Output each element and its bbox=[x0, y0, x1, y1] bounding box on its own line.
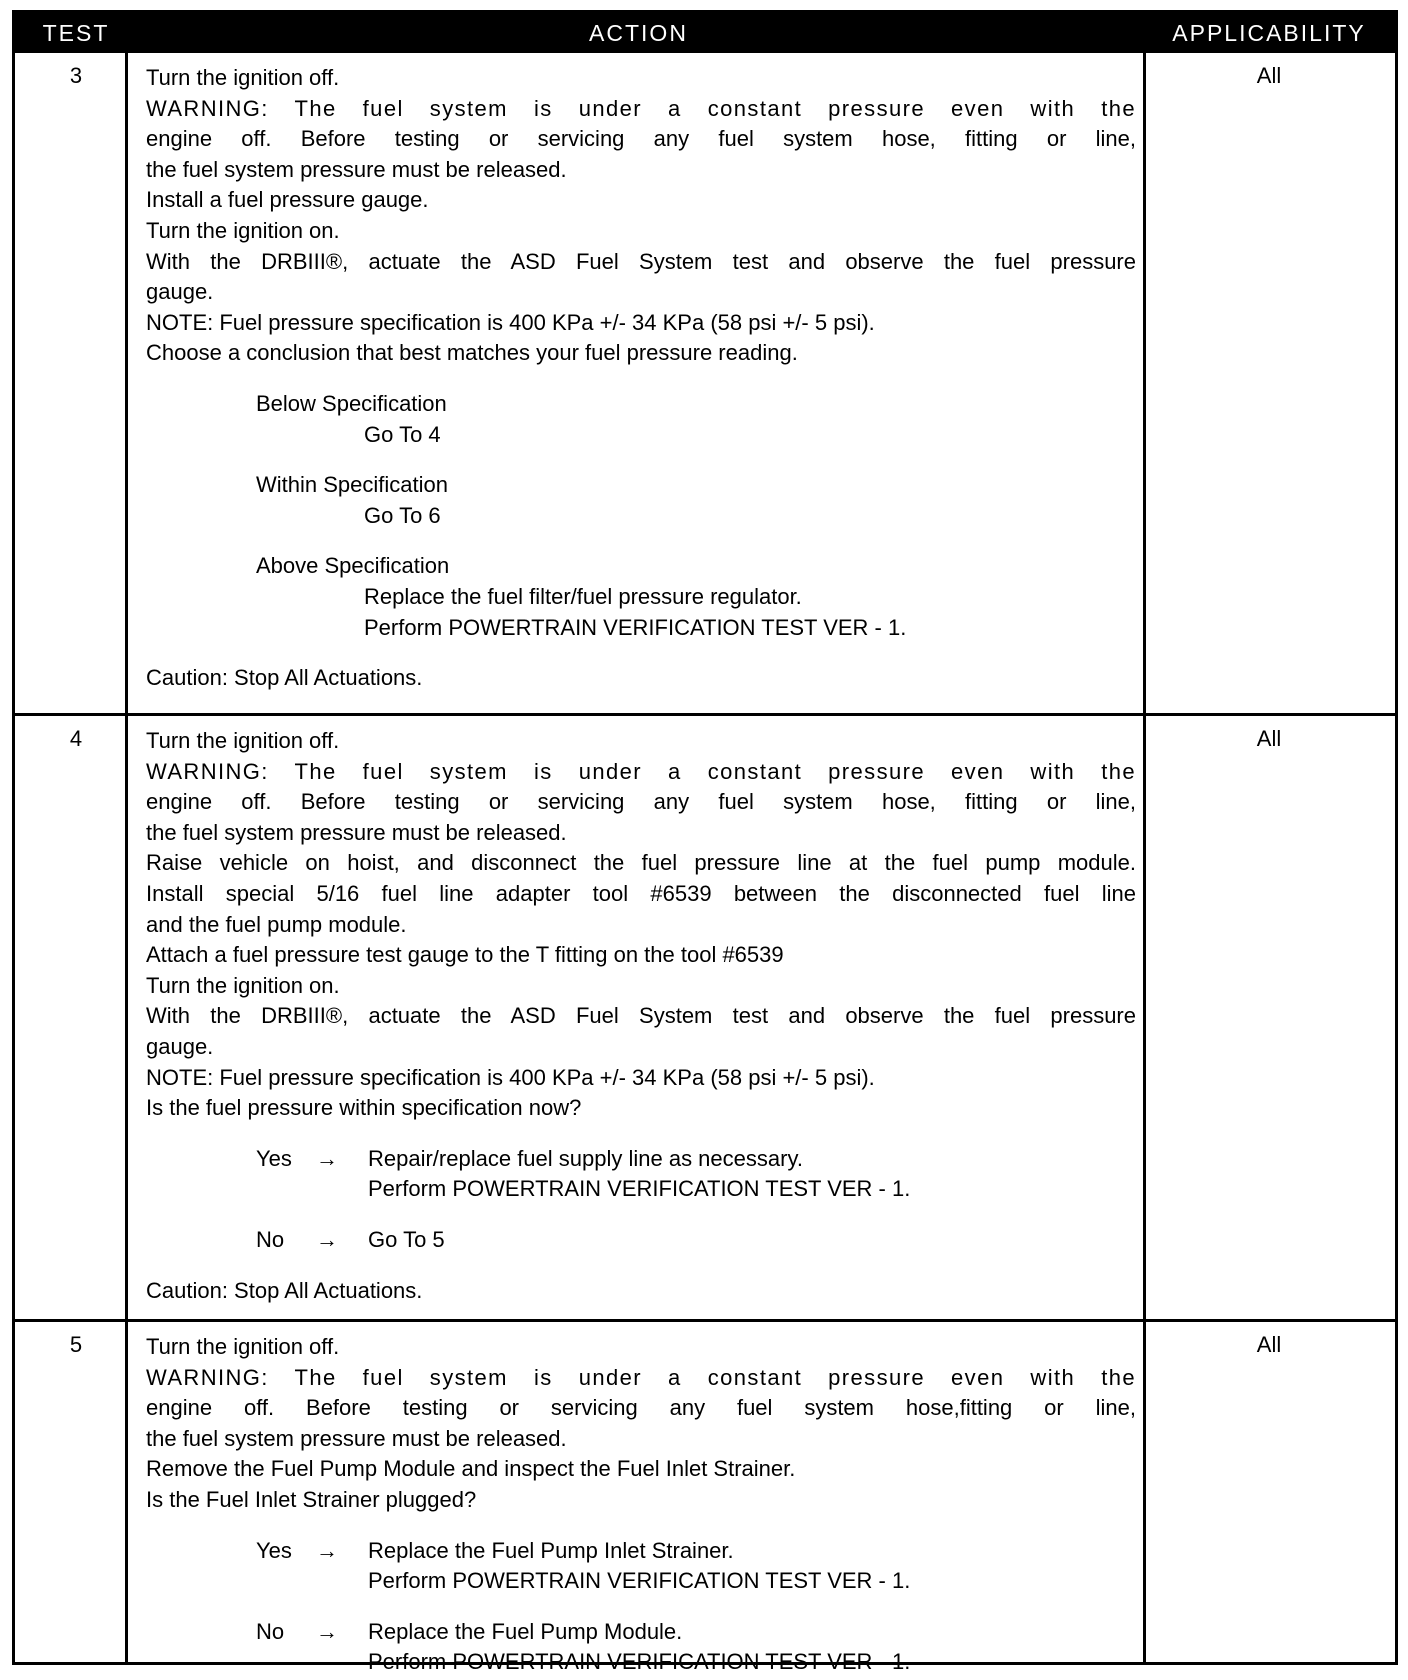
applicability-value: All bbox=[1256, 63, 1282, 88]
action-line: and the fuel pump module. bbox=[146, 911, 407, 937]
procedure-table bbox=[12, 10, 1398, 1675]
table-row bbox=[15, 53, 1395, 713]
answer-result: Go To 5 bbox=[368, 1226, 445, 1252]
action-line: Is the fuel pressure within specification now? bbox=[146, 1095, 582, 1121]
test-number: 3 bbox=[69, 63, 83, 88]
action-line: gauge. bbox=[146, 279, 214, 305]
action-line: Attach a fuel pressure test gauge to the T fitting on the tool #6539 bbox=[146, 942, 784, 968]
outcome-result: Go To 4 bbox=[364, 421, 441, 447]
table-header bbox=[15, 13, 1395, 53]
answer-result: Repair/replace fuel supply line as necessary. bbox=[368, 1145, 803, 1171]
answer-label: No bbox=[256, 1226, 285, 1252]
action-line: Install special 5/16 fuel line adapter tool #6539 between the disconnected fuel line bbox=[146, 880, 1136, 906]
arrow-icon: → bbox=[316, 1226, 338, 1252]
arrow-icon: → bbox=[316, 1618, 338, 1644]
table-row bbox=[15, 1322, 1395, 1675]
header-applicability: APPLICABILITY bbox=[1172, 20, 1366, 46]
action-line: Turn the ignition off. bbox=[146, 728, 340, 753]
outcome-result: Perform POWERTRAIN VERIFICATION TEST VER - 1. bbox=[364, 614, 907, 640]
action-line: engine off. Before testing or servicing any fuel system hose,fitting or line, bbox=[146, 1395, 1136, 1421]
action-line: WARNING: The fuel system is under a constant pressure even with the bbox=[146, 1364, 1136, 1390]
action-line: Choose a conclusion that best matches your fuel pressure reading. bbox=[146, 340, 798, 366]
header-test: TEST bbox=[42, 20, 110, 46]
action-cell bbox=[146, 1332, 1136, 1678]
answer-no bbox=[146, 1225, 1136, 1256]
action-cell bbox=[146, 63, 1136, 694]
action-line: With the DRBIII®, actuate the ASD Fuel System test and observe the fuel pressure bbox=[146, 248, 1136, 274]
action-line: the fuel system pressure must be released. bbox=[146, 156, 567, 182]
action-line: Turn the ignition off. bbox=[146, 65, 340, 90]
answer-yes bbox=[146, 1536, 1136, 1567]
action-line: Is the Fuel Inlet Strainer plugged? bbox=[146, 1486, 477, 1512]
action-line: With the DRBIII®, actuate the ASD Fuel System test and observe the fuel pressure bbox=[146, 1003, 1136, 1029]
action-line: WARNING: The fuel system is under a constant pressure even with the bbox=[146, 758, 1136, 784]
action-line: gauge. bbox=[146, 1033, 214, 1059]
action-line: the fuel system pressure must be released. bbox=[146, 1425, 567, 1451]
answer-yes bbox=[146, 1144, 1136, 1175]
answer-label: No bbox=[256, 1618, 285, 1644]
action-line: Turn the ignition on. bbox=[146, 217, 340, 243]
answer-result: Replace the Fuel Pump Inlet Strainer. bbox=[368, 1537, 734, 1563]
header-action: ACTION bbox=[589, 20, 688, 46]
action-line: NOTE: Fuel pressure specification is 400 KPa +/- 34 KPa (58 psi +/- 5 psi). bbox=[146, 1064, 875, 1090]
action-line: NOTE: Fuel pressure specification is 400 KPa +/- 34 KPa (58 psi +/- 5 psi). bbox=[146, 309, 875, 335]
outcome-label: Below Specification bbox=[256, 390, 447, 416]
answer-label: Yes bbox=[256, 1537, 292, 1563]
answer-result: Perform POWERTRAIN VERIFICATION TEST VER - 1. bbox=[368, 1176, 911, 1202]
action-line: Raise vehicle on hoist, and disconnect the fuel pressure line at the fuel pump module. bbox=[146, 850, 1136, 876]
action-line: Install a fuel pressure gauge. bbox=[146, 187, 429, 213]
action-line: Turn the ignition on. bbox=[146, 972, 340, 998]
arrow-icon: → bbox=[316, 1537, 338, 1563]
caution-text: Caution: Stop All Actuations. bbox=[146, 665, 423, 691]
answer-result: Perform POWERTRAIN VERIFICATION TEST VER - 1. bbox=[368, 1649, 911, 1675]
applicability-value: All bbox=[1256, 726, 1282, 751]
applicability-value: All bbox=[1256, 1332, 1282, 1357]
arrow-icon: → bbox=[316, 1145, 338, 1171]
action-line: WARNING: The fuel system is under a constant pressure even with the bbox=[146, 95, 1136, 121]
caution-text: Caution: Stop All Actuations. bbox=[146, 1277, 423, 1303]
action-line: Turn the ignition off. bbox=[146, 1334, 340, 1359]
action-line: the fuel system pressure must be released. bbox=[146, 819, 567, 845]
action-line: engine off. Before testing or servicing any fuel system hose, fitting or line, bbox=[146, 126, 1136, 152]
answer-no bbox=[146, 1617, 1136, 1648]
outcome-result: Replace the fuel filter/fuel pressure regulator. bbox=[364, 583, 802, 609]
action-cell bbox=[146, 726, 1136, 1306]
test-number: 5 bbox=[69, 1332, 83, 1357]
table-row bbox=[15, 716, 1395, 1319]
outcome-label: Within Specification bbox=[256, 472, 448, 498]
test-number: 4 bbox=[69, 726, 83, 751]
action-line: engine off. Before testing or servicing any fuel system hose, fitting or line, bbox=[146, 789, 1136, 815]
answer-result: Perform POWERTRAIN VERIFICATION TEST VER - 1. bbox=[368, 1568, 911, 1594]
outcome-result: Go To 6 bbox=[364, 502, 441, 528]
outcome-label: Above Specification bbox=[256, 553, 450, 579]
action-line: Remove the Fuel Pump Module and inspect the Fuel Inlet Strainer. bbox=[146, 1456, 796, 1482]
answer-result: Replace the Fuel Pump Module. bbox=[368, 1618, 683, 1644]
answer-label: Yes bbox=[256, 1145, 292, 1171]
